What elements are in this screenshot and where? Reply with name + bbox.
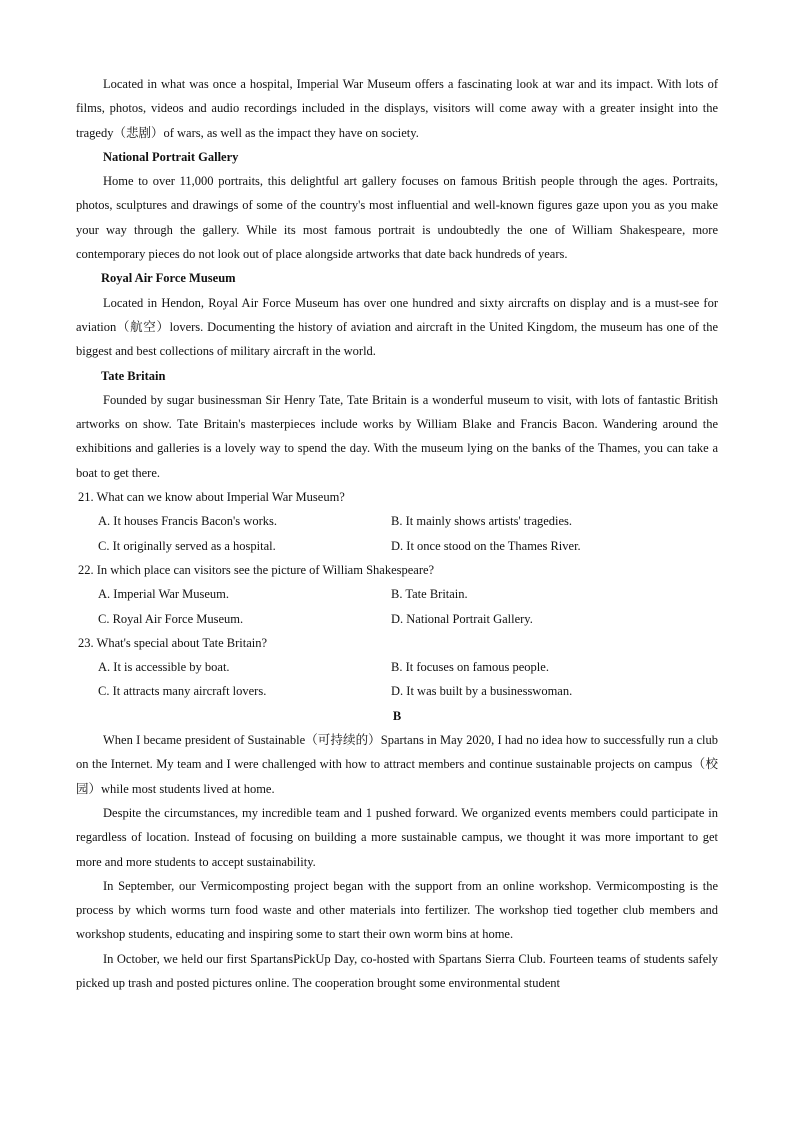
- option-c: C. It attracts many aircraft lovers.: [98, 684, 267, 699]
- option-row: [76, 582, 718, 606]
- passage-b-title: B: [392, 708, 402, 723]
- option-b: B. Tate Britain.: [391, 587, 468, 602]
- npg-heading: National Portrait Gallery: [103, 149, 239, 164]
- option-d: D. It once stood on the Thames River.: [391, 538, 581, 553]
- option-a: A. It houses Francis Bacon's works.: [98, 514, 277, 529]
- option-a: A. It is accessible by boat.: [98, 660, 230, 675]
- npg-paragraph: Home to over 11,000 portraits, this delightful art gallery focuses on famous British people through the ages. Portraits, photos, sculptures and drawings of some of the country's most influential and well-known figures gaze upon you as you make your way through the gallery. While its most famous portrait is undoubtedly the one of William Shakespeare, more contemporary pieces do not look out of place alongside artworks that date back hundreds of years.: [76, 174, 718, 262]
- question-23: [76, 631, 718, 704]
- tate-heading: Tate Britain: [101, 368, 166, 383]
- option-c: C. Royal Air Force Museum.: [98, 611, 244, 626]
- passage-b-paragraph-1: When I became president of Sustainable（可持续的）Spartans in May 2020, I had no idea how to successfully run a club on the Internet. My team and I were challenged with how to attract members and continue sustainable projects on campus（校园）while most students lived at home.: [76, 733, 718, 796]
- option-d: D. It was built by a businesswoman.: [391, 684, 573, 699]
- question-stem: 21. What can we know about Imperial War Museum?: [78, 490, 345, 505]
- question-stem: 23. What's special about Tate Britain?: [78, 635, 268, 650]
- imperial-war-museum-paragraph: Located in what was once a hospital, Imperial War Museum offers a fascinating look at war and its impact. With lots of films, photos, videos and audio recordings included in the displays, visitors will come away with a greater insight into the tragedy（悲剧）of wars, as well as the impact they have on society.: [76, 77, 718, 140]
- question-21: [76, 485, 718, 558]
- passage-b-paragraph-2: Despite the circumstances, my incredible team and 1 pushed forward. We organized events members could participate in regardless of location. Instead of focusing on building a more sustainable campus, we thought it was more important to get more and more students to accept sustainability.: [76, 805, 718, 869]
- option-row: [76, 607, 718, 631]
- question-stem: 22. In which place can visitors see the picture of William Shakespeare?: [78, 562, 435, 577]
- option-a: A. Imperial War Museum.: [98, 587, 230, 602]
- option-c: C. It originally served as a hospital.: [98, 538, 276, 553]
- tate-paragraph: Founded by sugar businessman Sir Henry Tate, Tate Britain is a wonderful museum to visit, with lots of fantastic British artworks on show. Tate Britain's masterpieces include works by William Blake and Francis Bacon. Wandering around the exhibitions and galleries is a lovely way to spend the day. With the museum lying on the banks of the Thames, you can take a boat to get there.: [76, 392, 718, 480]
- option-b: B. It focuses on famous people.: [391, 660, 549, 675]
- option-row: [76, 655, 718, 679]
- option-row: [76, 679, 718, 703]
- question-22: [76, 558, 718, 631]
- raf-heading: Royal Air Force Museum: [101, 271, 236, 286]
- passage-b-paragraph-3: In September, our Vermicomposting project began with the support from an online workshop. Vermicomposting is the process by which worms turn food waste and other materials into fertilizer. The workshop tied together club members and workshop students, educating and inspiring some to start their own worm bins at home.: [76, 878, 718, 942]
- option-row: [76, 534, 718, 558]
- option-b: B. It mainly shows artists' tragedies.: [391, 514, 573, 529]
- option-row: [76, 509, 718, 533]
- passage-b-paragraph-4: In October, we held our first SpartansPickUp Day, co-hosted with Spartans Sierra Club. Fourteen teams of students safely picked up trash and posted pictures online. The cooperation brought some environmental student: [76, 951, 718, 990]
- option-d: D. National Portrait Gallery.: [391, 611, 533, 626]
- raf-paragraph: Located in Hendon, Royal Air Force Museum has over one hundred and sixty aircrafts on display and is a must-see for aviation（航空）lovers. Documenting the history of aviation and aircraft in the United Kingdom, the museum has one of the biggest and best collections of military aircraft in the world.: [76, 295, 718, 359]
